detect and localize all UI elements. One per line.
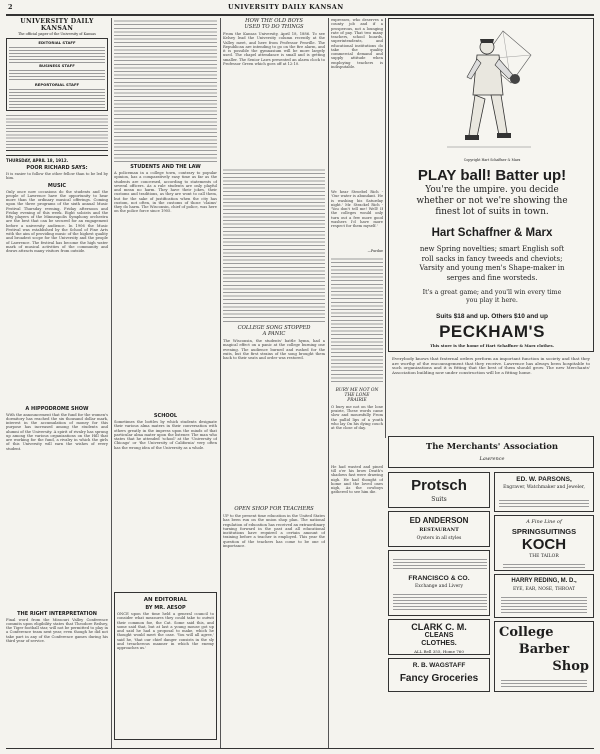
reporters-list <box>9 87 105 109</box>
page-header <box>0 3 600 13</box>
reding-details <box>501 595 587 615</box>
anderson-sub-2: Oysters in all styles <box>416 536 462 541</box>
ad-line-1: You're the umpire. you decide <box>425 185 559 195</box>
francisco-details <box>393 592 487 612</box>
editorial-heading: AN EDITORIAL <box>143 597 188 603</box>
bury-verse: He had wasted and pined till o'er his brow Death's shadows fast were drawing nigh. He had thought of home and the loved ones nigh, As the cowboys gathered to see him die. <box>331 464 383 495</box>
students-law-text: A policeman in a college town, contrary to popular opinion, has a comparatively easy time as far as the students are concerned, according to statements of several officers. As a rule students are only playful and mean no harm. They have their jokes, their customs and traditions, as they are wont to call them, but for the sake of justification when the city has custom, not often, in the customs of those 'claims' they do harm. The Wisconsin, chief of police, was here on the police force since 1905. <box>114 171 217 214</box>
store-tagline: This store is the home of Hart Schaffner & Marx clothes. <box>429 343 555 348</box>
old-boys-text: From the Kansas University, April 18, 1886. To see Kelsey lead the University column recently at the Valley meet, and here from Professor Penville. The Republican are intending to go on the fire alarm, and it is possible the gymnasium will be more largely used. The chapel attendance is small and is getting smaller. The Senior Laws presented an alarm clock to Professor Green which goes off at 12:10. <box>223 32 325 66</box>
column-1 <box>6 18 108 748</box>
protsch-name: Protsch <box>411 477 467 494</box>
francisco-ad <box>388 550 490 616</box>
reporters-heading: REPORTORIAL STAFF <box>34 82 80 87</box>
ad-tagline: It's a great game; and you'll win every time you play it here. <box>422 289 562 304</box>
masthead-title: UNIVERSITY DAILY KANSAN <box>228 3 344 11</box>
clark-clothes: CLOTHES. <box>421 640 457 647</box>
nameplate: UNIVERSITY DAILY KANSAN <box>20 18 94 32</box>
column-4 <box>331 18 383 748</box>
notice-text <box>6 113 108 149</box>
old-boys-heading-1: HOW THE OLD BOYS <box>245 18 303 24</box>
purdue-joke: We hear Stroebel Rich - 'Our water is abundant. He is washing his Saturday night.' Mr. Strackel Rich - 'You don't tell me! Well! If the colleges would only turn out a few more good washers I'd have more respect for them myself.' <box>331 190 383 228</box>
header-rule <box>6 14 594 16</box>
editorial-box <box>114 592 217 740</box>
aesop-text: ONCE upon the time held a general council to consider what measures they could take to outwit their common foe, the Cat. Some said this, and some said that, but at last a young mouse got up and said he had a proposal to make, which he thought would meet the case. 'You will all agree,' said he, 'that our chief danger consists in the sly and treacherous manner in which the enemy approaches us.' <box>117 612 214 650</box>
dateline: THURSDAY, APRIL 18, 1912. <box>6 158 69 163</box>
merchants-association-ad <box>388 436 594 468</box>
aesop-heading: BY MR. AESOP <box>145 605 186 611</box>
parsons-name: ED. W. PARSONS, <box>516 476 572 483</box>
hippodrome-heading: A HIPPODROME SHOW <box>25 405 89 412</box>
fraternal-text: Everybody knows that fraternal orders perform an important function in society and that they are worthy of the encouragement that they receive. Lawrence has always been hospitable to such organizations and it is fitting that the best of them should grow. The new Merchants' Association building now under construction will be a fitting home. <box>392 357 590 375</box>
baseball-player-illustration <box>441 25 537 157</box>
footer-rule <box>6 748 594 749</box>
column-rule <box>111 18 112 748</box>
old-boys-heading-2: USED TO DO THINGS <box>244 24 304 30</box>
staff-heading: EDITORIAL STAFF <box>38 40 76 45</box>
clark-name: CLARK C. M. <box>411 622 467 632</box>
story-text <box>223 167 325 322</box>
nameplate-subtitle: The official paper of the University of Kansas <box>18 32 96 36</box>
panic-text: The Wisconsin, the students' battle hymn, had a magical effect on a panic at the college burning one evening. The audience burned and rushed for the exits, but the first strains of the song brought them back to their seats and order was restored. <box>223 339 325 360</box>
francisco-sub: Exchange and Livery <box>414 584 463 589</box>
column-4-text: expresses, who deserves a county job and if a prosperous, not a lounging rate of pay. That two many teachers, school boards, superintendents, and educational institutions do take the quality commercial demand and supply attitude when employing teachers is indisputable. <box>331 18 383 69</box>
ad-body-2: roll sacks in fancy tweeds and cheviots; <box>421 254 563 263</box>
staff-box <box>6 38 108 111</box>
protsch-ad <box>388 472 490 508</box>
ad-line-2: whether or not we're showing the <box>416 196 568 206</box>
students-law-heading: STUDENTS AND THE LAW <box>130 164 201 170</box>
column-3 <box>223 18 325 748</box>
koch-spring-suitings: SPRINGSUITINGS <box>511 527 577 536</box>
poor-richard-text: It is easier to follow the other fellow than to be led by him. <box>6 172 108 181</box>
business-list <box>9 68 105 82</box>
panic-heading: A PANIC <box>262 331 286 337</box>
poor-richard-heading: POOR RICHARD SAYS: <box>26 165 88 171</box>
column-rule <box>328 18 329 748</box>
page-number: 2 <box>8 3 13 11</box>
koch-fine-line: A Fine Line of <box>526 519 562 525</box>
reding-sub: EYE, EAR, NOSE, THROAT <box>512 587 576 592</box>
parsons-sub: Engraver, Watchmaker and Jeweler, <box>503 485 585 490</box>
anderson-sub-1: RESTAURANT <box>419 527 459 533</box>
bury-heading-1: BURY ME NOT ON THE LONE <box>335 387 379 398</box>
koch-ad <box>494 515 594 571</box>
clark-ad <box>388 619 490 655</box>
school-heading: SCHOOL <box>153 413 178 419</box>
open-shop-heading: OPEN SHOP FOR TEACHERS <box>234 506 314 512</box>
rule <box>6 150 108 156</box>
koch-sub: THE TAILOR <box>529 554 559 559</box>
merchants-city: Lawrence <box>479 456 505 462</box>
wagstaff-name: R. B. WAGSTAFF <box>412 662 466 669</box>
merchants-name: The Merchants' Association <box>425 442 559 452</box>
bury-intro: O bury me not on the lone prairie, These words came slow and mournfully From the pallid lips of a youth who lay On his dying couch at the close of day. <box>331 404 383 431</box>
ad-body-3: Varsity and young men's Shape-maker in <box>419 264 565 272</box>
bury-heading-2: PRAIRIE <box>347 397 367 403</box>
peckhams-ad <box>388 18 594 352</box>
music-heading: MUSIC <box>47 182 67 189</box>
barber-details <box>501 678 587 688</box>
college-song-heading: COLLEGE SONG STOPPED <box>237 325 311 331</box>
column-rule <box>220 18 221 748</box>
business-heading: BUSINESS STAFF <box>39 63 75 68</box>
barber-college: College <box>499 625 554 640</box>
reding-ad <box>494 574 594 618</box>
column-2 <box>114 18 217 748</box>
hsm-brand: Hart Schaffner & Marx <box>431 227 553 239</box>
ad-prices: Suits $18 and up. Others $10 and up <box>436 313 548 320</box>
francisco-notice <box>393 557 487 571</box>
story-text <box>331 256 383 384</box>
anderson-name: ED ANDERSON <box>409 516 469 525</box>
interpretation-text: Final word from the Missouri Valley Conference commits upon eligibility states that Theodore Reilsey, the Tiger football star, will not be permitted to play in a Conference team next year, even though he did not take part in any of the Conference games during his third year of service. <box>6 617 108 643</box>
open-shop-text: UP to the present time education in the United States has been run on the union shop plan. The national regulation of education has received an extraordinary turning forward in the past and all educational institutions have required a certain amount of training before a teacher is employed. This year the question of the teachers has come to be one of importance. <box>223 514 325 548</box>
staff-list <box>9 45 105 63</box>
francisco-name: FRANCISCO & CO. <box>408 575 470 582</box>
anderson-ad <box>388 511 490 547</box>
continued-text <box>114 18 217 162</box>
barber-barber: Barber <box>518 642 570 657</box>
ad-headline: PLAY ball! Batter up! <box>417 167 567 184</box>
parsons-ad <box>494 472 594 512</box>
clark-phone: ALL Bell 355, Home 760 <box>414 649 464 654</box>
ad-line-3: finest lot of suits in town. <box>435 207 549 217</box>
interpretation-heading: THE RIGHT INTERPRETATION <box>17 610 97 617</box>
clark-cleans: CLEANS <box>424 632 454 639</box>
school-text: Sometimes the bottles by which students designate their various alma maters in their conversation with others greatly in the impress upon the minds of that particular alma mater upon the listener. The man who states that he attended 'school' at the 'University of Chicago' or 'the University of California' very often has the wrong idea of the University as a whole. <box>114 420 217 450</box>
fancy-groceries: Fancy Groceries <box>399 673 479 684</box>
column-rule <box>385 18 386 438</box>
wagstaff-ad <box>388 658 490 692</box>
ad-body-1: new Spring novelties; smart English soft <box>419 245 565 253</box>
protsch-sub: Suits <box>431 496 447 503</box>
music-text: Only once now occasions do the students and the people of Lawrence have the opportunity to hear more than the ordinary musical offerings. Coming upon the three programs of the sixth annual Music Festival Thursday evening, Friday afternoon and Friday evening of this week. Eight soloists and the fifty players of the Minneapolis Symphony orchestra are the best that can be secured for an engagement before a university audience. In 1906 the Music Festival was established by the School of Fine Arts with the aim of providing music of the highest quality and broadest scope for the University and the people of Lawrence. The festival has become the high water mark of musical activities of the community and draws attracts many visitors from outside. <box>6 189 108 253</box>
koch-name: KOCH <box>521 536 567 553</box>
ad-caption: Copyright Hart Schaffner & Marx <box>463 158 521 162</box>
store-name: PECKHAM'S <box>439 322 545 341</box>
purdue-cite: —Purdue <box>367 249 383 253</box>
college-barber-ad <box>494 621 594 692</box>
barber-shop: Shop <box>552 659 589 674</box>
koch-address <box>503 562 585 568</box>
reding-name: HARRY REDING, M. D., <box>511 578 577 584</box>
ad-body-4: serges and fine worsteds. <box>446 273 538 282</box>
hippodrome-text: With the announcement that the fund for the women's dormitory has reached the six thousand dollar mark, interest in the accumulation of money for this purpose has increased among the students and alumni of the University. A spirit of rivalry has sprung up among the various organizations on the Hill that are working for the fund, a rivalry in which the girls of this University will earn the wishes of every student. <box>6 412 108 451</box>
parsons-address <box>499 498 589 508</box>
